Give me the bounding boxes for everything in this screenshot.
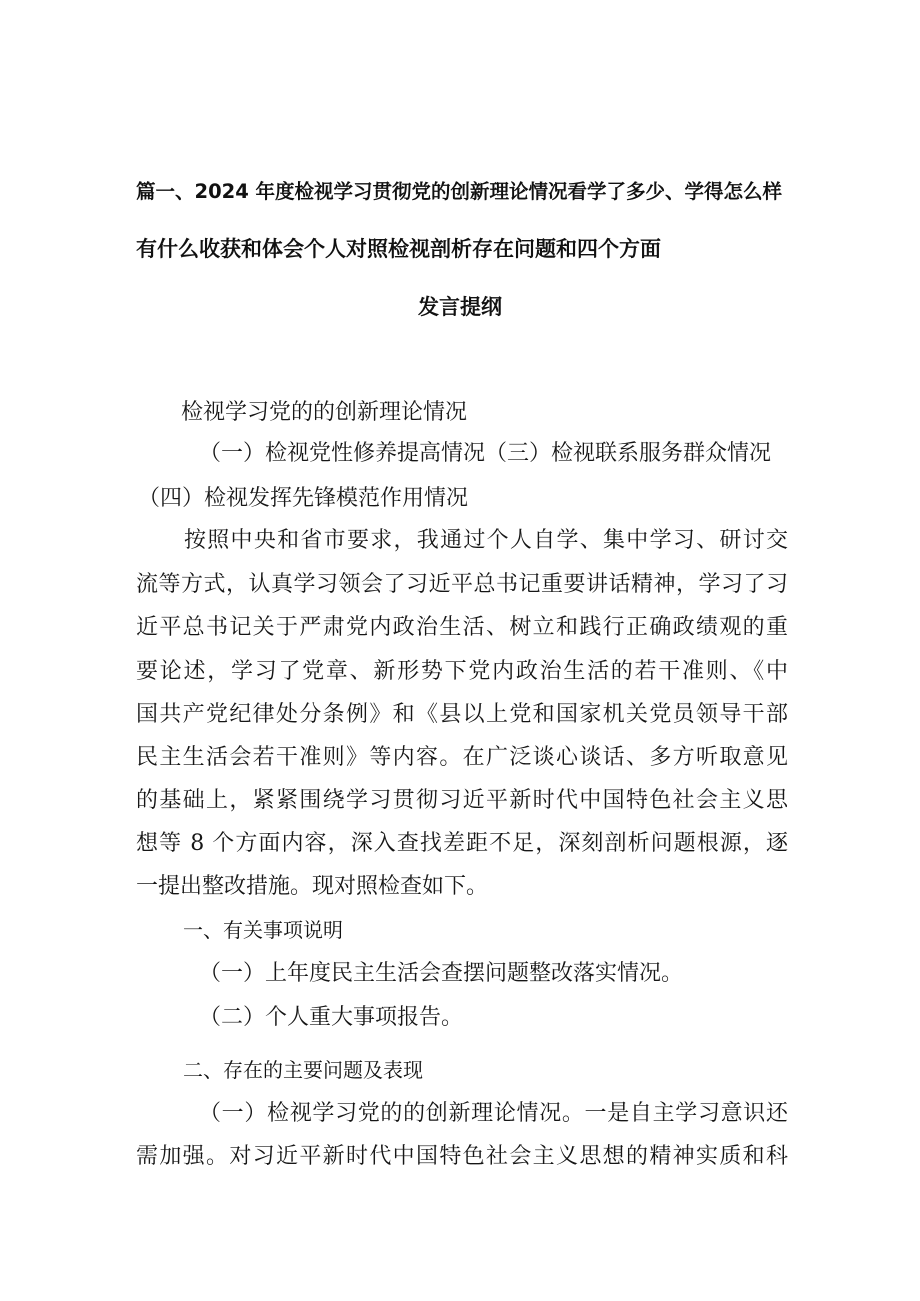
section-2-line-1: （一）检视学习党的的创新理论情况。一是自主学习意识还 <box>199 1101 788 1126</box>
intro-line-8: 想等 8 个方面内容，深入查找差距不足，深刻剖析问题根源，逐 <box>136 831 788 856</box>
section-1-heading: 一、有关事项说明 <box>183 918 343 942</box>
document-title-line-3: 发言提纲 <box>418 295 502 319</box>
intro-line-4: 要论述，学习了党章、新形势下党内政治生活的若干准则、《中 <box>136 659 788 684</box>
intro-line-3: 近平总书记关于严肃党内政治生活、树立和践行正确政绩观的重 <box>136 615 788 640</box>
outline-line-3: （四）检视发挥先锋模范作用情况 <box>138 486 469 511</box>
intro-line-6: 民主生活会若干准则》等内容。在广泛谈心谈话、多方听取意见 <box>136 745 788 770</box>
section-1-item-2: （二）个人重大事项报告。 <box>199 1005 464 1030</box>
section-2-heading: 二、存在的主要问题及表现 <box>183 1058 423 1082</box>
intro-line-1: 按照中央和省市要求，我通过个人自学、集中学习、研讨交 <box>184 528 788 553</box>
intro-line-9: 一提出整改措施。现对照检查如下。 <box>136 874 489 899</box>
section-2-line-2: 需加强。对习近平新时代中国特色社会主义思想的精神实质和科 <box>136 1144 788 1169</box>
intro-line-7: 的基础上，紧紧围绕学习贯彻习近平新时代中国特色社会主义思 <box>136 788 788 813</box>
intro-line-2: 流等方式，认真学习领会了习近平总书记重要讲话精神，学习了习 <box>136 572 788 597</box>
document-title-line-2: 有什么收获和体会个人对照检视剖析存在问题和四个方面 <box>136 237 661 261</box>
outline-line-1: 检视学习党的的创新理论情况 <box>181 400 468 425</box>
outline-line-2: （一）检视党性修养提高情况（三）检视联系服务群众情况 <box>199 441 772 466</box>
section-1-item-1: （一）上年度民主生活会查摆问题整改落实情况。 <box>199 961 684 986</box>
document-title-line-1: 篇一、2024 年度检视学习贯彻党的创新理论情况看学了多少、学得怎么样 <box>136 180 783 203</box>
intro-line-5: 国共产党纪律处分条例》和《县以上党和国家机关党员领导干部 <box>136 702 788 727</box>
